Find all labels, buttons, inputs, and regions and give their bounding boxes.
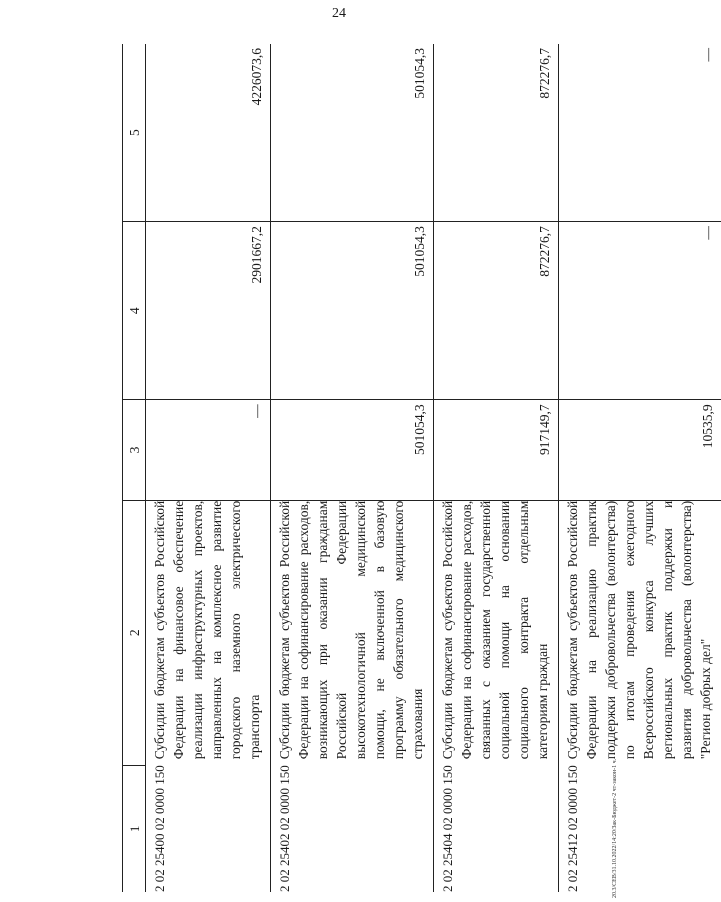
budget-code: 2 02 25412 02 0000 150 [559, 765, 721, 892]
table-header-row [123, 44, 146, 892]
table-row [434, 44, 559, 892]
table-row [271, 44, 434, 892]
value-col-5: 872276,7 [434, 44, 559, 222]
dash-value: — [249, 404, 264, 418]
value-col-3: 10535,9 [559, 400, 721, 500]
budget-description: Субсидии бюджетам субъектов Российской Федерации на финансовое обеспечение реализации инфраструктурных проектов, направленных на комплексное развитие городского наземного электрического транспорта [146, 500, 271, 765]
value-col-3 [146, 400, 271, 500]
budget-code: 2 02 25402 02 0000 150 [271, 765, 434, 892]
header-col-1: 1 [123, 765, 146, 892]
value-col-4: 2901667,2 [146, 222, 271, 400]
header-col-5: 5 [123, 44, 146, 222]
header-col-3: 3 [123, 400, 146, 500]
value-col-5: 501054,3 [271, 44, 434, 222]
header-col-2: 2 [123, 500, 146, 765]
budget-description: Субсидии бюджетам субъектов Российской Федерации на софинансирование расходов, возникающих при оказании гражданам Российской Федерации высокотехнологичной медицинской помощи, не включенной в базовую программу обязательного медицинского страхования [271, 500, 434, 765]
value-col-3: 501054,3 [271, 400, 434, 500]
value-col-4: — [559, 222, 721, 400]
value-col-4: 501054,3 [271, 222, 434, 400]
value-col-4: 872276,7 [434, 222, 559, 400]
value-col-3: 917149,7 [434, 400, 559, 500]
budget-code: 2 02 25400 02 0000 150 [146, 765, 271, 892]
table-row [146, 44, 271, 892]
budget-table [122, 44, 721, 892]
value-col-5: — [559, 44, 721, 222]
header-col-4: 4 [123, 222, 146, 400]
value-col-5: 4226073,6 [146, 44, 271, 222]
table-row [559, 44, 721, 892]
document-footer-note: 20.3/СЕВ/31.10.2022/14:20/Зак-Бюджет-2 чт-закон-1 ч. [612, 758, 618, 898]
budget-description: Субсидии бюджетам субъектов Российской Федерации на софинансирование расходов, связанных с оказанием государственной социальной помощи на основании социального контракта отдельным категориям граждан [434, 500, 559, 765]
page-number: 24 [332, 6, 346, 21]
budget-description: Субсидии бюджетам субъектов Российской Федерации на реализацию практик поддержки добровольчества (волонтерства) по итогам проведения ежегодного Всероссийского конкурса лучших региональных практик поддержки и развития добровольчества (волонтерства) "Регион добрых дел" [559, 500, 721, 765]
budget-code: 2 02 25404 02 0000 150 [434, 765, 559, 892]
